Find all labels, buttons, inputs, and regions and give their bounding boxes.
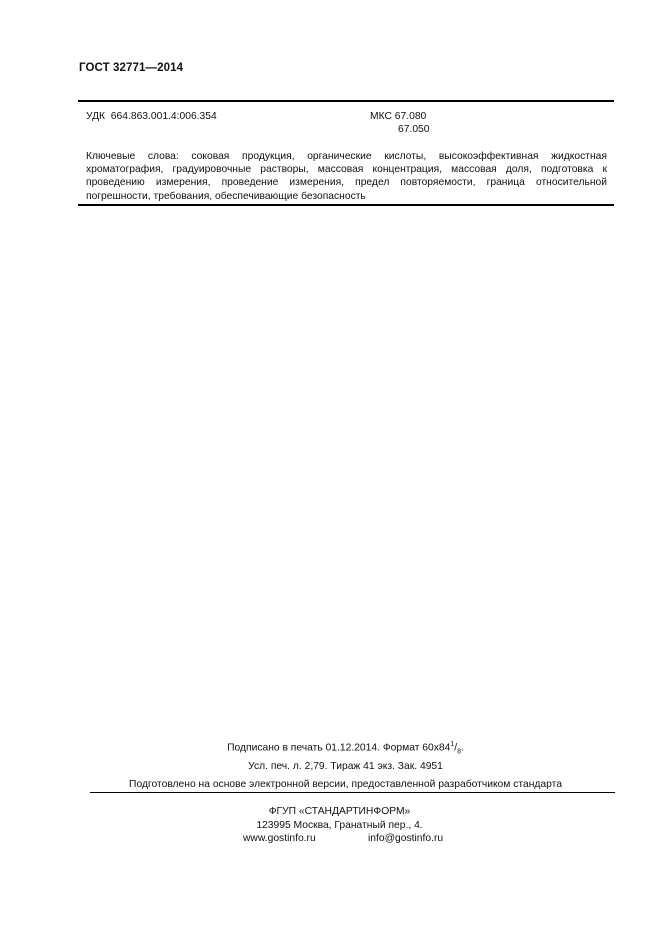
keywords-bottom-rule	[78, 204, 614, 206]
udk-label: УДК	[86, 111, 106, 122]
prepared-note: Подготовлено на основе электронной версии, предоставленной разработчиком стандарта	[129, 779, 562, 790]
top-rule	[78, 100, 614, 102]
mks-classification	[370, 110, 426, 123]
signed-suffix: .	[461, 742, 464, 754]
document-code: ГОСТ 32771—2014	[79, 62, 184, 74]
publisher-website[interactable]: www.gostinfo.ru	[243, 833, 316, 844]
format-subscript: 8	[457, 748, 462, 756]
mks-value-1: 67.080	[394, 111, 427, 122]
print-info: Усл. печ. л. 2,79. Тираж 41 экз. Зак. 4951	[248, 761, 443, 772]
udk-classification	[86, 110, 217, 123]
mks-label: МКС	[370, 111, 392, 122]
signed-text: Подписано в печать 01.12.2014. Формат 60x84	[227, 742, 451, 754]
keywords-paragraph: Ключевые слова: соковая продукция, органические кислоты, высокоэффективная жидкостная хроматография, градуировочные растворы, массовая концентрация, массовая доля, подготовка к проведению измерения, проведение измерения, предел повторяемости, граница относительной погрешности, требования, обеспечивающие безопасность	[86, 151, 607, 202]
mks-value-2: 67.050	[398, 124, 430, 135]
signed-for-print: Подписано в печать 01.12.2014. Формат $60x84^1/_8$.	[227, 741, 464, 756]
udk-value: 664.863.001.4:006.354	[110, 111, 217, 122]
publisher-name: ФГУП «СТАНДАРТИНФОРМ»	[268, 806, 411, 817]
publisher-address: 123995 Москва, Гранатный пер., 4.	[256, 820, 423, 831]
publisher-email[interactable]: info@gostinfo.ru	[368, 833, 444, 844]
footer-rule	[90, 792, 615, 793]
format-superscript: 1	[450, 741, 455, 748]
